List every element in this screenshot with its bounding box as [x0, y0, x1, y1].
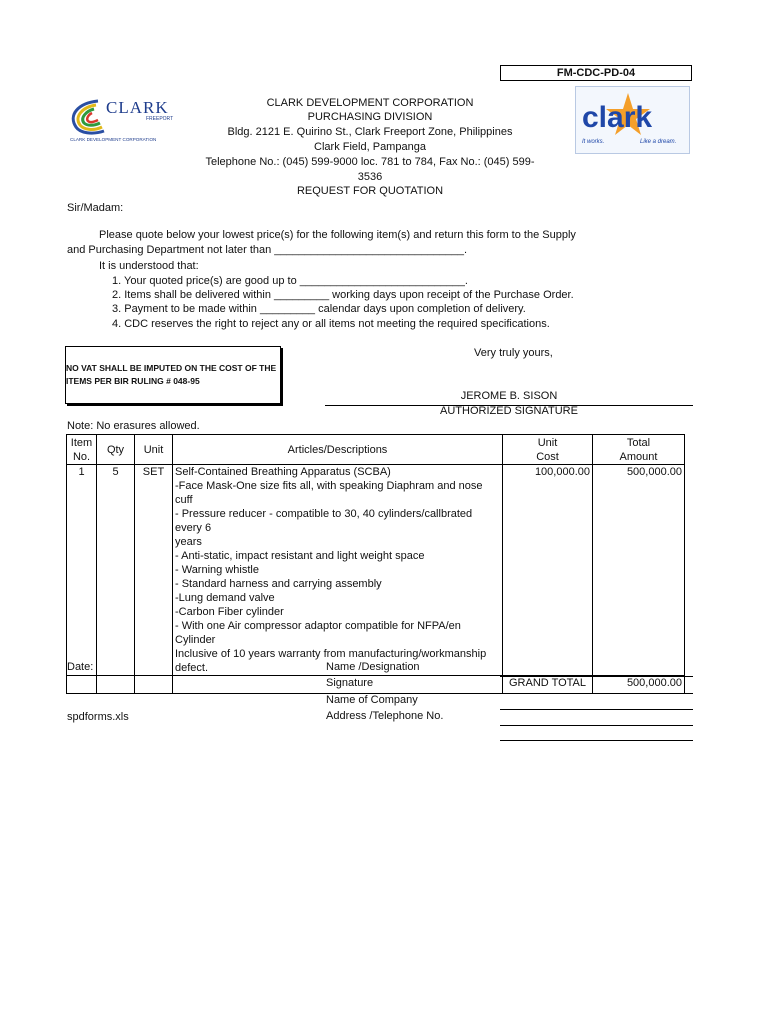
header-division: PURCHASING DIVISION: [307, 111, 433, 123]
no-vat-notice: [65, 346, 281, 404]
clark-star-icon: [576, 87, 689, 153]
desc-line: -Carbon Fiber cylinder: [175, 606, 284, 618]
col-header-desc: Articles/Descriptions: [173, 435, 503, 465]
desc-line: - With one Air compressor adaptor compatible for NFPA/en Cylinder: [175, 620, 461, 646]
clark-brand-logo: [575, 86, 690, 154]
field-label-signature: Signature: [326, 677, 374, 689]
logo-brand-text: CLARK: [106, 98, 169, 117]
cell-item-no: 1: [67, 465, 97, 676]
cell-description: [173, 465, 503, 676]
logo-sub-text: FREEPORT: [146, 116, 174, 122]
desc-line: -Lung demand valve: [175, 592, 275, 604]
clark-swoosh-icon: [68, 93, 178, 145]
closing-text: Very truly yours,: [474, 347, 553, 359]
col-header-item: [67, 435, 97, 465]
cell-qty: 5: [97, 465, 135, 676]
header-contact: Telephone No.: (045) 599-9000 loc. 781 to 784, Fax No.: (045) 599-3536: [205, 156, 535, 183]
field-label-name-designation: Name /Designation: [326, 661, 420, 673]
empty-cell: [135, 676, 173, 694]
signature-field-line[interactable]: [500, 693, 693, 694]
col-header-unit-cost-1: Unit: [537, 436, 558, 449]
grand-total-value: 500,000.00: [593, 676, 685, 694]
col-header-unit-cost: [503, 435, 593, 465]
grand-total-row: [67, 676, 685, 694]
desc-line: years: [175, 536, 202, 548]
logo-right-tagline-right: Like a dream.: [640, 139, 677, 145]
intro-line-1: Please quote below your lowest price(s) for the following item(s) and return this form to the Supply: [99, 229, 576, 241]
col-header-item-1: Item: [70, 436, 93, 449]
field-label-company: Name of Company: [326, 694, 418, 706]
desc-line: - Pressure reducer - compatible to 30, 40 cylinders/callbrated every 6: [175, 508, 473, 534]
desc-line: -Face Mask-One size fits all, with speaking Diaphram and nose cuff: [175, 480, 483, 506]
items-table: [66, 434, 685, 694]
logo-right-tagline-left: It works.: [582, 139, 605, 145]
desc-line: - Warning whistle: [175, 564, 259, 576]
col-header-total: [593, 435, 685, 465]
salutation: Sir/Madam:: [67, 202, 124, 214]
file-name: spdforms.xls: [67, 711, 129, 723]
col-header-total-1: Total: [626, 436, 651, 449]
name-designation-line[interactable]: [500, 676, 693, 677]
form-code: FM-CDC-PD-04: [500, 65, 692, 81]
cell-unit-cost: 100,000.00: [503, 465, 593, 676]
header-company: CLARK DEVELOPMENT CORPORATION: [266, 97, 474, 109]
header-city: Clark Field, Pampanga: [314, 141, 426, 153]
table-header-row: [67, 435, 685, 465]
condition-3: 3. Payment to be made within _________ calendar days upon completion of delivery.: [112, 303, 526, 315]
grand-total-label: GRAND TOTAL: [503, 676, 593, 694]
field-label-address: Address /Telephone No.: [326, 710, 444, 722]
no-vat-line-1: NO VAT SHALL BE IMPUTED ON THE COST OF THE: [66, 363, 277, 373]
empty-cell: [97, 676, 135, 694]
col-header-unit: Unit: [135, 435, 173, 465]
logo-tagline-text: CLARK DEVELOPMENT CORPORATION: [70, 137, 157, 142]
note-text: Note: No erasures allowed.: [67, 420, 200, 432]
intro-line-2: and Purchasing Department not later than _______________________________.: [67, 244, 467, 256]
company-field-line[interactable]: [500, 709, 693, 710]
address-field-line[interactable]: [500, 725, 693, 726]
signatory-name: JEROME B. SISON: [460, 390, 558, 402]
col-header-unit-cost-2: Cost: [536, 450, 559, 463]
desc-line: Inclusive of 10 years warranty from manufacturing/workmanship defect.: [175, 648, 487, 674]
signatory-title: AUTHORIZED SIGNATURE: [440, 405, 578, 417]
understood-text: It is understood that:: [99, 260, 199, 272]
page-title: REQUEST FOR QUOTATION: [296, 185, 444, 197]
date-field[interactable]: [97, 675, 173, 676]
desc-line: - Anti-static, impact resistant and light weight space: [175, 550, 425, 562]
col-header-qty: Qty: [97, 435, 135, 465]
telephone-field-line[interactable]: [500, 740, 693, 741]
logo-right-brand: clark: [582, 101, 653, 134]
cell-unit: SET: [135, 465, 173, 676]
date-label: Date:: [67, 661, 94, 673]
no-vat-line-2: ITEMS PER BIR RULING # 048-95: [66, 376, 200, 386]
table-row: [67, 465, 685, 676]
cell-total: 500,000.00: [593, 465, 685, 676]
col-header-total-2: Amount: [619, 450, 658, 463]
desc-line: Self-Contained Breathing Apparatus (SCBA): [175, 466, 391, 478]
condition-1: 1. Your quoted price(s) are good up to ___________________________.: [112, 275, 468, 287]
col-header-item-2: No.: [72, 450, 91, 463]
clark-development-logo: [68, 93, 178, 145]
header-address: Bldg. 2121 E. Quirino St., Clark Freeport Zone, Philippines: [227, 126, 513, 138]
desc-line: - Standard harness and carrying assembly: [175, 578, 382, 590]
condition-2: 2. Items shall be delivered within _________ working days upon receipt of the Purchase Order.: [112, 289, 574, 301]
empty-cell: [67, 676, 97, 694]
condition-4: 4. CDC reserves the right to reject any or all items not meeting the required specifications.: [112, 318, 550, 330]
